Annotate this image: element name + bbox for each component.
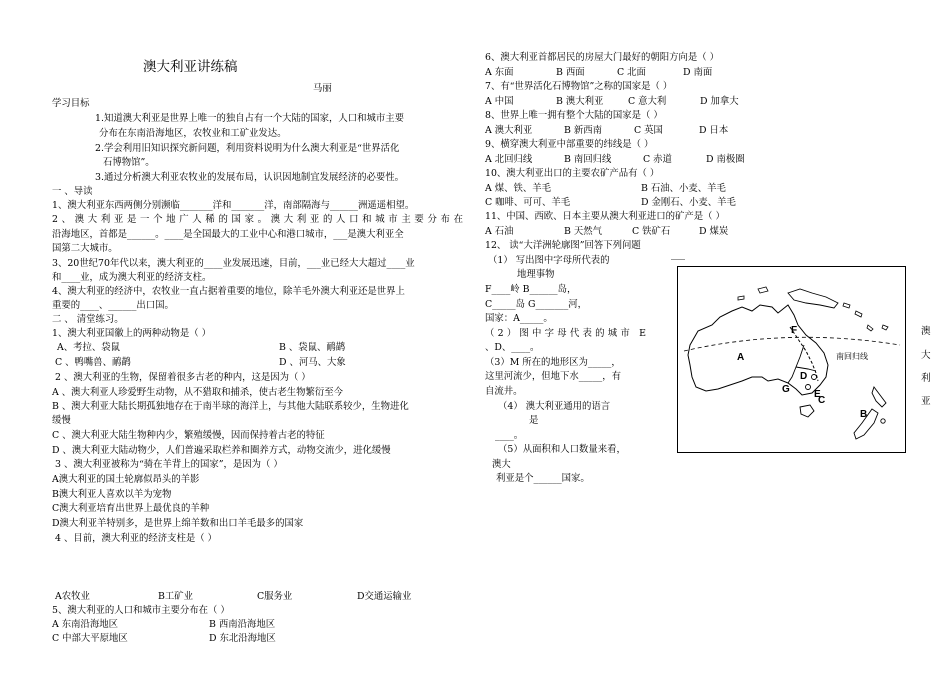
question-stem: 12、 读“大洋洲轮廓图”回答下列问题 [485,240,641,251]
option-d: D 煤炭 [699,226,729,237]
subquestion-line: 国家：A_____。 [485,313,553,324]
guide-line: 2、澳大利亚是一个地广人稀的国家。澳大利亚的人口和城市主要分布在 [52,214,463,225]
option-b: B 、澳大利亚大陆长期孤独地存在于南半球的海洋上，与其他大陆联系较少，生物进化 [52,401,409,412]
nz-north-shape [872,387,886,407]
new-guinea-shape [788,289,838,308]
question-stem: 3 、澳大利亚被称为“骑在羊背上的国家”，是因为（ ） [55,459,283,470]
option-c: C 中部大平原地区 [52,633,128,644]
label-b: B [860,409,868,420]
island-shape [867,325,873,331]
vertical-label-char: 澳 [921,326,931,337]
city-marker-nz [881,419,885,423]
section1-heading: 一 、导读 [52,186,93,197]
subquestion-line: 是 [529,415,539,426]
option-b: B工矿业 [158,591,194,602]
question-stem: 9、横穿澳大利亚中部重要的纬线是（ ） [485,139,654,150]
option-c: C 铁矿石 [632,226,671,237]
label-f: F [791,325,798,336]
subquestion-line: （5）从面积和人口数量来看， [498,444,626,455]
question-stem: 8、世界上唯一拥有整个大陆的国家是（ ） [485,110,663,121]
option-c: C 、鸭嘴兽、鸸鹋 [55,357,131,368]
option-b: B澳大利亚人喜欢以羊为宠物 [52,489,172,500]
island-shape [758,287,768,293]
option-a: A 、澳大利亚人珍爱野生动物，从不猎取和捕杀，使古老生物繁衍至今 [52,387,344,398]
page-title: 澳大利亚讲练稿 [143,59,238,75]
oceania-outline-map [677,266,906,453]
objectives-heading: 学习目标 [52,98,90,109]
subquestion-line: F____岭 B______岛， [485,284,577,295]
option-a: A农牧业 [55,591,90,602]
label-c: C [818,395,826,406]
option-d: D 加拿大 [700,96,739,107]
question-stem: 6、澳大利亚首都居民的房屋大门最好的朝阳方向是（ ） [485,52,719,63]
subquestion-line: 地理事物 [517,269,555,280]
question-stem: 2 、澳大利亚的生物，保留着很多古老的种内，这是因为（ ） [55,372,311,383]
option-b: B 西南沿海地区 [209,619,276,630]
subquestion-line: 、D、____。 [485,342,540,353]
question-stem: 10、澳大利亚出口的主要农矿产品有（ ） [485,168,660,179]
subquestion-line: 澳大 [492,459,511,470]
subquestion-line: C_____岛 G_______河， [485,299,588,310]
option-d: D 东北沿海地区 [209,633,276,644]
label-g: G [782,384,790,395]
subquestion-line: 自流井。 [485,386,523,397]
vertical-label-char: 大 [921,350,931,361]
subquestion-line: （2）图中字母代表的城市 E [485,328,646,339]
option-b: B 石油、小麦、羊毛 [641,183,726,194]
island-shape [738,296,744,300]
objective-line: 1.知道澳大利亚是世界上唯一的独自占有一个大陆的国家，人口和城市主要 [95,113,404,124]
label-e: E [814,389,821,400]
option-b: B 天然气 [564,226,602,237]
subquestion-line: 利亚是个______国家。 [496,473,590,484]
subquestion-line: 这里河流少，但地下水_____，有 [485,371,621,382]
island-shape [855,311,862,317]
option-d: D 金刚石、小麦、羊毛 [641,197,736,208]
option-b: B 新西南 [564,125,602,136]
objective-line: 3.通过分析澳大利亚农牧业的发展布局，认识因地制宜发展经济的必要性。 [95,172,404,183]
option-c: C澳大利亚培育出世界上最优良的羊种 [52,503,210,514]
question-stem: 5、澳大利亚的人口和城市主要分布在（ ） [52,605,230,616]
option-a: A澳大利亚的国土轮廓似昂头的羊影 [52,474,200,485]
option-b: B 南回归线 [564,154,612,165]
option-a: A 东面 [485,67,514,78]
option-c: C 咖啡、可可、羊毛 [485,197,571,208]
label-tropic: 南回归线 [836,352,868,361]
map-svg [678,267,905,452]
subquestion-line: （3）M 所在的地形区为_____， [485,357,621,368]
guide-line: 4、澳大利亚的经济中，农牧业一直占据着重要的地位，除羊毛外澳大利亚还是世界上 [52,286,405,297]
option-d: D澳大利亚羊特别多，是世界上绵羊数和出口羊毛最多的国家 [52,518,304,529]
guide-line: 沿海地区，首都是______。____是全国最大的工业中心和港口城市，___是澳大利亚全 [52,229,404,240]
option-d: D 日本 [699,125,729,136]
objective-line: 分布在东南沿海地区，农牧业和工矿业发达。 [99,128,287,139]
option-b: B 澳大利亚 [556,96,604,107]
option-c: C 赤道 [643,154,672,165]
option-d: D 南面 [683,67,713,78]
guide-line: 国第二大城市。 [52,243,118,254]
label-a: A [737,352,745,363]
subquestion-line: （1） 写出图中字母所代表的 [488,255,610,266]
guide-line: 和____业，成为澳大利亚的经济支柱。 [52,272,212,283]
option-c: C 意大利 [628,96,667,107]
option-d: D 南极圈 [706,154,745,165]
separator-dash [671,259,685,260]
option-a: A 中国 [485,96,514,107]
option-a: A 北回归线 [485,154,533,165]
guide-line: 重要的____、______出口国。 [52,300,174,311]
option-b: B 、袋鼠、鸸鹋 [279,342,346,353]
tasmania-shape [800,405,814,417]
guide-line: 1、澳大利亚东西两侧分别濒临_______洋和_______洋，南部隔海与______洲遥遥相望。 [52,200,415,211]
label-d: D [800,371,808,382]
option-b-cont: 缓慢 [52,415,71,426]
question-stem: 7、有“世界活化石博物馆”之称的国家是（ ） [485,81,673,92]
option-b: B 西面 [556,67,585,78]
option-c: C 英国 [634,125,663,136]
question-stem: 1、澳大利亚国徽上的两种动物是（ ） [52,328,211,339]
option-d: D 、河马、大象 [279,357,346,368]
option-c: C 、澳大利亚大陆生物种内少，繁殖缓慢，因而保持着古老的特征 [52,430,325,441]
city-marker-e [806,385,811,390]
section2-heading: 二 、 清堂练习。 [52,314,124,325]
city-marker-d [812,375,817,380]
option-a: A 石油 [485,226,514,237]
option-a: A、考拉、袋鼠 [57,342,121,353]
island-shape [882,325,888,330]
option-d: D交通运输业 [357,591,412,602]
tropic-line [684,337,900,351]
option-d: D 、澳大利亚大陆动物少，人们普遍采取栏养和圈养方式，动物交流少，进化缓慢 [52,445,391,456]
vertical-label-char: 利 [921,373,931,384]
vertical-label-char: 亚 [921,396,931,407]
subquestion-line: （4） 澳大利亚通用的语言 [498,401,611,412]
objective-line: 石博物馆”。 [103,157,155,168]
question-stem: 11、中国、西欧、日本主要从澳大利亚进口的矿产是（ ） [485,211,725,222]
island-shape [843,303,850,308]
option-c: C服务业 [257,591,293,602]
subquestion-line: ____。 [495,430,524,441]
guide-line: 3、20世纪70年代以来，澳大利亚的____业发展迅速，目前，___业已经大大超过____业 [52,258,415,269]
option-a: A 煤、铁、羊毛 [485,183,552,194]
option-c: C 北面 [617,67,646,78]
option-a: A 澳大利亚 [485,125,533,136]
question-stem: 4 、目前，澳大利亚的经济支柱是（ ） [55,533,217,544]
option-a: A 东南沿海地区 [52,619,119,630]
objective-line: 2.学会利用旧知识探究新问题，利用资料说明为什么澳大利亚是“世界活化 [95,143,400,154]
author-name: 马丽 [313,83,332,94]
